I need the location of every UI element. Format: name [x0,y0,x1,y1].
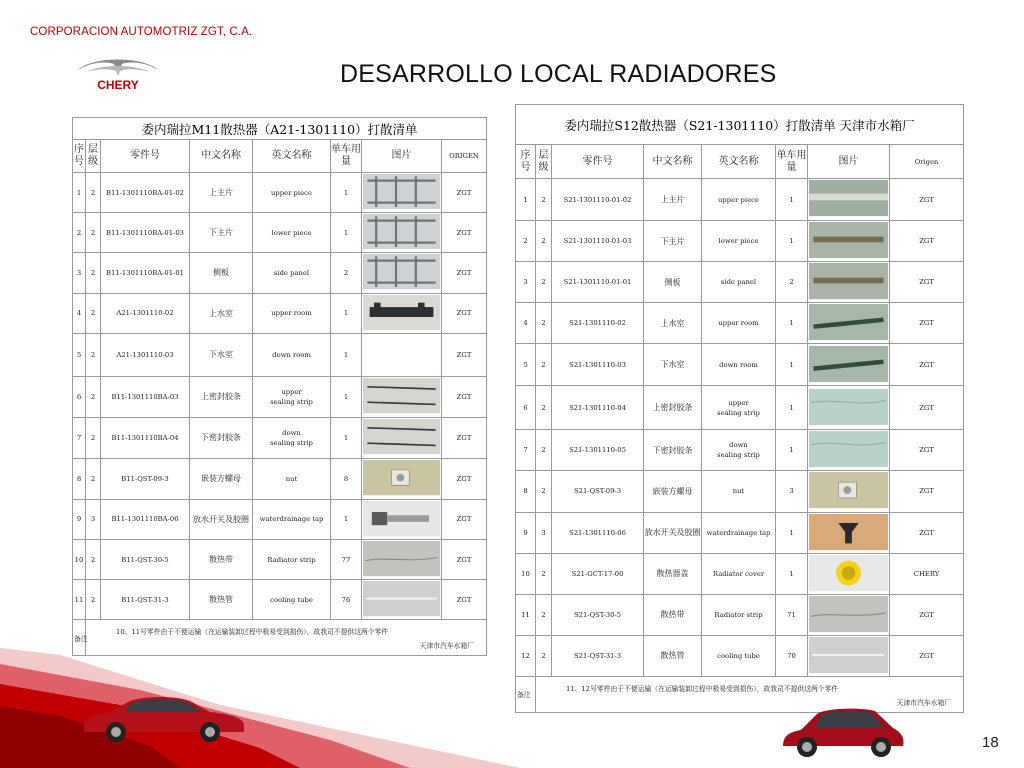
cell-part-no: B11-1301110BA-04 [101,417,190,458]
cell-level: 2 [536,303,552,344]
part-photo [362,458,442,499]
table-row [516,221,964,262]
cell-cn-name: 放水开关及胶圈 [644,512,702,553]
part-photo [362,293,442,333]
cell-seq: 9 [73,499,86,539]
part-photo [808,262,890,303]
col-header-cn-name: 中文名称 [190,140,253,173]
cell-part-no: B11-QST-31-3 [101,580,190,620]
cell-part-no: S21-QST-30-5 [552,594,644,635]
cell-cn-name: 上主片 [190,173,253,213]
cell-part-no: S21-1301110-03 [552,344,644,386]
cell-cn-name: 上主片 [644,179,702,221]
part-photo [808,386,890,430]
cell-en-name: waterdrainage tap [253,499,331,539]
part-photo [808,553,890,594]
col-header-seq: 序号 [516,145,536,179]
cell-seq: 2 [73,213,86,253]
cell-qty: 1 [776,179,808,221]
part-photo [362,376,442,417]
note-text: 11、12号零件由于不便运输（在运输装卸过程中极易受到损伤），故我司不提供这两个零件 [566,684,839,693]
cell-qty: 3 [776,471,808,512]
part-photo [362,173,442,213]
cell-level: 3 [536,512,552,553]
cell-origin: ZGT [890,471,964,512]
table-row [73,293,487,333]
table-row [516,303,964,344]
cell-qty: 1 [776,430,808,471]
cell-origin: ZGT [442,213,487,253]
cell-seq: 7 [516,430,536,471]
cell-level: 2 [536,386,552,430]
table-row [516,553,964,594]
cell-cn-name: 下水室 [644,344,702,386]
page-title: DESARROLLO LOCAL RADIADORES [340,60,777,88]
col-header-seq: 序号 [73,140,86,173]
cell-en-name: down sealing strip [702,430,776,471]
note-signature: 天津市汽车水箱厂 [419,642,475,651]
cell-part-no: B11-1301110BA-01-02 [101,173,190,213]
cell-level: 3 [86,499,101,539]
cell-part-no: B11-QST-09-3 [101,458,190,499]
red-hatchback-image [775,700,910,762]
table-row [73,539,487,579]
red-sedan-image [78,686,248,746]
table-row [516,635,964,676]
cell-cn-name: 上水室 [190,293,253,333]
cell-cn-name: 散热器盖 [644,553,702,594]
cell-en-name: down room [702,344,776,386]
note-cell [86,620,487,656]
col-header-level: 层级 [536,145,552,179]
cell-qty: 1 [331,293,362,333]
cell-qty: 1 [331,213,362,253]
table-row [516,179,964,221]
table-row [73,213,487,253]
cell-qty: 8 [331,458,362,499]
cell-part-no: S21-1301110-01-03 [552,221,644,262]
cell-cn-name: 上密封胶条 [644,386,702,430]
cell-part-no: S21-1301110-01-02 [552,179,644,221]
cell-origin: CHERY [890,553,964,594]
cell-qty: 1 [776,386,808,430]
cell-cn-name: 上水室 [644,303,702,344]
cell-level: 2 [86,376,101,417]
cell-cn-name: 侧板 [644,262,702,303]
cell-en-name: down room [253,333,331,376]
cell-origin: ZGT [890,221,964,262]
cell-level: 2 [86,253,101,293]
part-photo [808,344,890,386]
cell-part-no: S21-1301110-01-01 [552,262,644,303]
cell-cn-name: 下水室 [190,333,253,376]
table-row [516,471,964,512]
cell-qty: 1 [331,376,362,417]
table-row [516,594,964,635]
note-label: 备注 [516,676,536,712]
cell-origin: ZGT [442,458,487,499]
table-row [516,386,964,430]
cell-level: 2 [536,594,552,635]
table-row [73,333,487,376]
cell-seq: 7 [73,417,86,458]
note-text: 10、11号零件由于不便运输（在运输装卸过程中极易受到损伤），故我司不提供这两个零件 [116,628,389,637]
part-photo [362,417,442,458]
cell-part-no: S21-GCT-17-00 [552,553,644,594]
cell-seq: 2 [516,221,536,262]
cell-qty: 1 [331,333,362,376]
cell-cn-name: 散热带 [644,594,702,635]
cell-origin: ZGT [442,417,487,458]
cell-seq: 5 [73,333,86,376]
cell-level: 2 [86,213,101,253]
company-name: CORPORACION AUTOMOTRIZ ZGT, C.A. [30,26,253,38]
cell-seq: 1 [516,179,536,221]
cell-part-no: B11-QST-30-5 [101,539,190,579]
cell-origin: ZGT [890,344,964,386]
col-header-cn-name: 中文名称 [644,145,702,179]
cell-seq: 12 [516,635,536,676]
part-photo [808,303,890,344]
cell-origin: ZGT [890,512,964,553]
cell-qty: 1 [776,512,808,553]
cell-cn-name: 下主片 [190,213,253,253]
cell-en-name: cooling tube [253,580,331,620]
cell-level: 2 [536,635,552,676]
cell-origin: ZGT [890,303,964,344]
cell-qty: 1 [776,344,808,386]
col-header-en-name: 英文名称 [253,140,331,173]
table-row [516,344,964,386]
cell-level: 2 [536,430,552,471]
part-photo [808,471,890,512]
col-header-qty: 单车用量 [776,145,808,179]
col-header-picture: 图片 [362,140,442,173]
col-header-origin: ORIGEN [442,140,487,173]
cell-origin: ZGT [442,333,487,376]
cell-cn-name: 下主片 [644,221,702,262]
cell-origin: ZGT [442,253,487,293]
cell-en-name: upper room [253,293,331,333]
table-row [73,173,487,213]
cell-en-name: lower piece [702,221,776,262]
cell-origin: ZGT [890,594,964,635]
cell-qty: 76 [331,580,362,620]
cell-qty: 77 [331,539,362,579]
cell-level: 2 [536,179,552,221]
cell-seq: 4 [516,303,536,344]
cell-qty: 1 [776,221,808,262]
cell-seq: 8 [73,458,86,499]
cell-cn-name: 上密封胶条 [190,376,253,417]
col-header-picture: 图片 [808,145,890,179]
cell-en-name: lower piece [253,213,331,253]
table-row [73,253,487,293]
cell-qty: 70 [776,635,808,676]
cell-qty: 1 [331,417,362,458]
cell-origin: ZGT [442,499,487,539]
part-photo [362,580,442,620]
cell-cn-name: 下密封胶条 [190,417,253,458]
cell-part-no: A21-1301110-02 [101,293,190,333]
cell-cn-name: 散热管 [644,635,702,676]
cell-part-no: B11-1301110BA-03 [101,376,190,417]
cell-cn-name: 嵌装方螺母 [644,471,702,512]
cell-origin: ZGT [890,635,964,676]
cell-seq: 10 [73,539,86,579]
s12-parts-table [515,104,964,713]
cell-qty: 71 [776,594,808,635]
cell-part-no: B11-1301110BA-01-03 [101,213,190,253]
part-photo [362,499,442,539]
table-row [516,430,964,471]
cell-seq: 5 [516,344,536,386]
cell-en-name: upper sealing strip [253,376,331,417]
col-header-part-no: 零件号 [552,145,644,179]
cell-part-no: A21-1301110-03 [101,333,190,376]
logo-text: CHERY [97,78,139,92]
cell-level: 2 [86,580,101,620]
cell-seq: 3 [73,253,86,293]
cell-seq: 9 [516,512,536,553]
cell-seq: 11 [516,594,536,635]
s12-table-caption: 委内瑞拉S12散热器（S21-1301110）打散清单 天津市水箱厂 [516,105,964,145]
cell-qty: 2 [331,253,362,293]
cell-en-name: nut [253,458,331,499]
part-photo [362,333,442,376]
cell-origin: ZGT [890,262,964,303]
cell-origin: ZGT [890,179,964,221]
table-row [516,262,964,303]
cell-en-name: upper room [702,303,776,344]
table-row [73,376,487,417]
cell-part-no: S21-1301110-05 [552,430,644,471]
cell-origin: ZGT [890,430,964,471]
col-header-origin: Origen [890,145,964,179]
part-photo [362,213,442,253]
cell-level: 2 [86,417,101,458]
cell-origin: ZGT [442,293,487,333]
cell-cn-name: 下密封胶条 [644,430,702,471]
cell-cn-name: 散热带 [190,539,253,579]
cell-cn-name: 放水开关及胶圈 [190,499,253,539]
table-row [73,499,487,539]
cell-en-name: upper piece [253,173,331,213]
note-signature: 天津市汽车水箱厂 [896,698,952,707]
cell-en-name: Radiator strip [253,539,331,579]
slide-number: 18 [982,734,999,751]
cell-en-name: upper sealing strip [702,386,776,430]
cell-part-no: S21-1301110-04 [552,386,644,430]
cell-level: 2 [86,173,101,213]
cell-en-name: Radiator cover [702,553,776,594]
cell-part-no: S21-QST-09-3 [552,471,644,512]
cell-en-name: Radiator strip [702,594,776,635]
cell-part-no: B11-1301110BA-01-01 [101,253,190,293]
cell-en-name: side panel [253,253,331,293]
cell-seq: 10 [516,553,536,594]
cell-origin: ZGT [442,539,487,579]
cell-level: 2 [86,293,101,333]
cell-en-name: nut [702,471,776,512]
cell-cn-name: 侧板 [190,253,253,293]
cell-level: 2 [536,471,552,512]
m11-parts-table [72,117,487,656]
table-row [73,458,487,499]
cell-level: 2 [86,333,101,376]
part-photo [808,179,890,221]
part-photo [808,635,890,676]
cell-cn-name: 嵌装方螺母 [190,458,253,499]
cell-qty: 1 [331,173,362,213]
part-photo [808,430,890,471]
col-header-level: 层级 [86,140,101,173]
part-photo [808,594,890,635]
cell-seq: 6 [516,386,536,430]
table-row [516,512,964,553]
col-header-en-name: 英文名称 [702,145,776,179]
cell-origin: ZGT [442,580,487,620]
cell-en-name: down sealing strip [253,417,331,458]
cell-en-name: waterdrainage tap [702,512,776,553]
cell-en-name: cooling tube [702,635,776,676]
cell-seq: 3 [516,262,536,303]
cell-part-no: S21-1301110-06 [552,512,644,553]
part-photo [362,539,442,579]
cell-part-no: B11-1301110BA-06 [101,499,190,539]
cell-origin: ZGT [890,386,964,430]
cell-level: 2 [536,344,552,386]
cell-part-no: S21-QST-31-3 [552,635,644,676]
cell-level: 2 [536,553,552,594]
cell-origin: ZGT [442,376,487,417]
cell-level: 2 [86,458,101,499]
part-photo [808,221,890,262]
cell-level: 2 [536,262,552,303]
cell-qty: 1 [331,499,362,539]
cell-seq: 4 [73,293,86,333]
cell-qty: 2 [776,262,808,303]
part-photo [808,512,890,553]
cell-seq: 11 [73,580,86,620]
table-row [73,580,487,620]
cell-qty: 1 [776,553,808,594]
chery-logo [72,52,164,92]
cell-en-name: upper piece [702,179,776,221]
cell-qty: 1 [776,303,808,344]
table-row [73,417,487,458]
m11-table-caption: 委内瑞拉M11散热器（A21-1301110）打散清单 [73,118,487,140]
note-label: 备注 [73,620,86,656]
cell-seq: 8 [516,471,536,512]
col-header-qty: 单车用量 [331,140,362,173]
cell-seq: 1 [73,173,86,213]
cell-en-name: side panel [702,262,776,303]
part-photo [362,253,442,293]
col-header-part-no: 零件号 [101,140,190,173]
cell-level: 2 [536,221,552,262]
cell-part-no: S21-1301110-02 [552,303,644,344]
cell-seq: 6 [73,376,86,417]
cell-cn-name: 散热管 [190,580,253,620]
cell-level: 2 [86,539,101,579]
cell-origin: ZGT [442,173,487,213]
